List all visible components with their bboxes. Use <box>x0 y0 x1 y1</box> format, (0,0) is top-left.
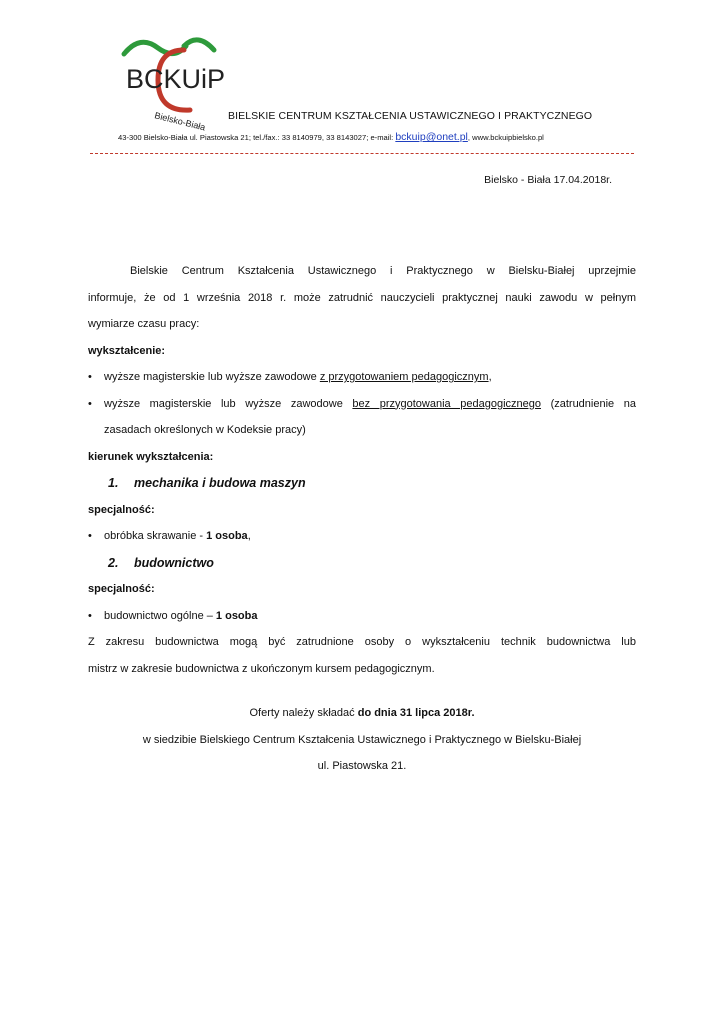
specialty-count: 1 osoba <box>215 609 258 622</box>
specialty-item-1 <box>88 523 636 550</box>
bullet-icon: • <box>88 371 92 383</box>
direction-heading-1 <box>88 470 636 497</box>
bckuip-logo <box>118 28 228 133</box>
bullet-icon: • <box>88 397 92 410</box>
direction-number: 1. <box>108 476 119 490</box>
offers-line-1 <box>88 700 636 727</box>
specialty-label: specjalność: <box>88 503 155 516</box>
intro-line-3: wymiarze czasu pracy: <box>88 318 200 330</box>
specialty-item-2 <box>88 603 636 630</box>
document-date: Bielsko - Biała 17.04.2018r. <box>484 174 612 186</box>
specialty-text: obróbka skrawanie - <box>104 530 207 542</box>
note-line-1: Z zakresu budownictwa mogą być zatrudnione osoby o wykształceniu technik budownictwa lub <box>88 636 636 648</box>
specialty-suffix: , <box>247 530 251 542</box>
education-item-2-underlined: bez przygotowania pedagogicznego <box>352 397 541 410</box>
document-body <box>88 258 636 780</box>
address-line <box>118 131 544 143</box>
education-item-2-continuation: zasadach określonych w Kodeksie pracy) <box>104 424 306 436</box>
direction-heading-2 <box>88 550 636 577</box>
logo-green-arc-2 <box>184 40 214 50</box>
bullet-icon: • <box>88 530 92 542</box>
specialty-text: budownictwo ogólne – <box>104 609 216 622</box>
spacer <box>88 682 636 700</box>
specialty-count: 1 osoba <box>206 530 248 542</box>
direction-name: budownictwo <box>134 555 214 570</box>
direction-name: mechanika i budowa maszyn <box>134 476 306 490</box>
direction-label: kierunek wykształcenia: <box>88 450 214 463</box>
logo-subtitle: Bielsko-Biała <box>153 110 207 133</box>
education-item-2 <box>88 391 636 418</box>
education-label: wykształcenie: <box>88 344 166 357</box>
intro-line-2: informuje, że od 1 września 2018 r. może zatrudnić nauczycieli praktycznej nauki zawodu w pełnym <box>88 291 636 304</box>
education-item-2-text: wyższe magisterskie lub wyższe zawodowe <box>104 397 353 410</box>
bullet-icon: • <box>88 609 92 622</box>
offers-line-3: ul. Piastowska 21. <box>317 760 407 772</box>
offers-deadline: do dnia 31 lipca 2018r. <box>357 707 475 719</box>
logo-text: BCKUiP <box>126 64 226 94</box>
header-divider <box>90 153 634 154</box>
note-line-2: mistrz w zakresie budownictwa z ukończonym kursem pedagogicznym. <box>88 662 435 675</box>
intro-line-1: Bielskie Centrum Kształcenia Ustawicznego i Praktycznego w Bielsku-Białej uprzejmie <box>130 265 636 277</box>
education-item-1-text: wyższe magisterskie lub wyższe zawodowe <box>104 371 320 383</box>
education-item-1 <box>88 364 636 391</box>
email-link[interactable]: bckuip@onet.pl <box>395 131 468 143</box>
direction-number: 2. <box>108 555 119 570</box>
education-item-1-underlined: z przygotowaniem pedagogicznym <box>319 371 489 383</box>
website-text: , www.bckuipbielsko.pl <box>467 133 544 142</box>
education-item-2-suffix: (zatrudnienie na <box>540 397 636 410</box>
offers-line-2: w siedzibie Bielskiego Centrum Kształcenia Ustawicznego i Praktycznego w Bielsku-Białej <box>142 733 582 746</box>
specialty-label: specjalność: <box>88 583 155 595</box>
organization-name: BIELSKIE CENTRUM KSZTAŁCENIA USTAWICZNEGO I PRAKTYCZNEGO <box>228 110 593 122</box>
offers-prefix: Oferty należy składać <box>249 707 358 719</box>
education-item-1-suffix: , <box>488 371 492 383</box>
address-text: 43-300 Bielsko-Biała ul. Piastowska 21; tel./fax.: 33 8140979, 33 8143027; e-mail: <box>118 133 396 142</box>
